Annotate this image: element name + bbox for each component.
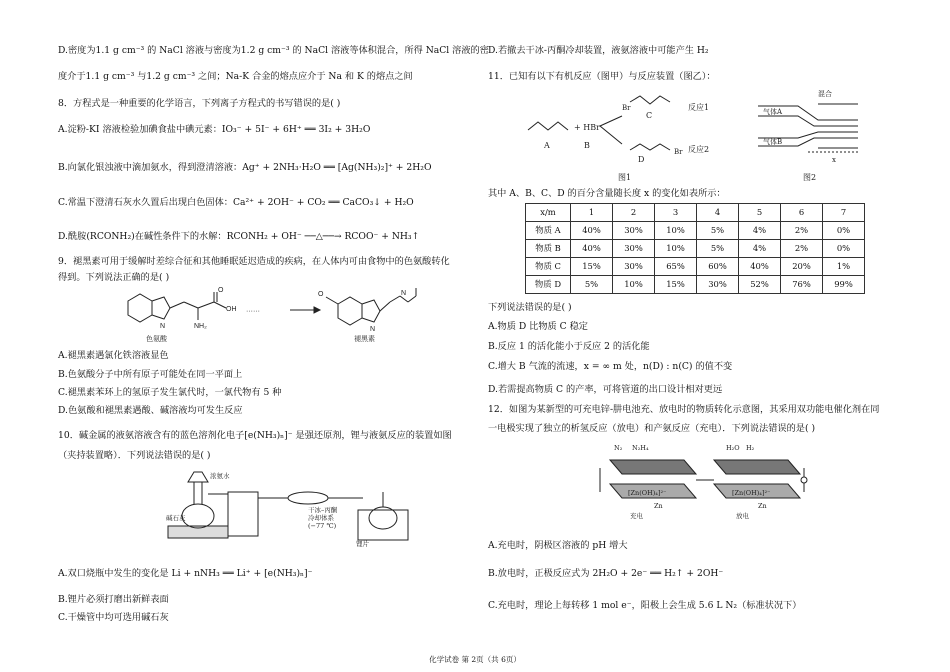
- table-cell: 40%: [739, 258, 781, 276]
- q10-option-c: C.干燥管中均可选用碱石灰: [58, 612, 169, 623]
- q9-option-d: D.色氨酸和褪黑素遇酸、碱溶液均可发生反应: [58, 405, 243, 416]
- table-cell: 10%: [613, 276, 655, 294]
- table-cell: 76%: [781, 276, 823, 294]
- svg-text:O: O: [318, 291, 324, 298]
- q10-label-cold-1: 干冰–丙酮: [308, 506, 338, 514]
- q12-option-b: B.放电时，正极反应式为 2H₂O + 2e⁻ ══ H₂↑ + 2OH⁻: [488, 568, 724, 579]
- table-cell: 0%: [823, 240, 865, 258]
- q12-discharge: 放电: [736, 512, 749, 520]
- q10-stem-line2: （夹持装置略）．下列说法错误的是( ): [58, 450, 211, 461]
- q11-fig1: 图1: [618, 173, 632, 182]
- q8-option-c: C.常温下澄清石灰水久置后出现白色固体：Ca²⁺ + 2OH⁻ + CO₂ ══ CaCO₃↓ + H₂O: [58, 197, 414, 208]
- q11-br-1: Br: [622, 104, 631, 112]
- q7-option-d-line2: 度介于1.1 g cm⁻³ 与1.2 g cm⁻³ 之间；Na-K 合金的熔点应介于 Na 和 K 的熔点之间: [58, 71, 413, 82]
- svg-text:NH₂: NH₂: [194, 323, 207, 330]
- q11-label-a: A: [544, 141, 550, 150]
- table-cell: 15%: [571, 258, 613, 276]
- table-cell: 2%: [781, 240, 823, 258]
- q11-gas-b: 气体B: [763, 138, 783, 146]
- table-cell: 4%: [739, 222, 781, 240]
- q11-reaction-2: 反应2: [688, 145, 710, 154]
- q8-option-a: A.淀粉-KI 溶液检验加碘食盐中碘元素：IO₃⁻ + 5I⁻ + 6H⁺ ══ 3I₂ + 3H₂O: [58, 124, 371, 135]
- q9-molecule-label-2: 褪黑素: [354, 335, 375, 343]
- table-cell: 65%: [655, 258, 697, 276]
- table-cell: 5%: [697, 240, 739, 258]
- table-cell: 物质 B: [526, 240, 571, 258]
- q9-stem-line2: 得到。下列说法正确的是( ): [58, 272, 170, 283]
- q10-label-soda-lime: 碱石灰: [166, 514, 186, 522]
- q9-option-a: A.褪黑素遇氯化铁溶液显色: [58, 350, 169, 361]
- table-header-cell: 6: [781, 204, 823, 222]
- q10-stem-line1: 10．碱金属的液氨溶液含有的蓝色溶剂化电子[e(NH₃)ₙ]⁻ 是强还原剂，锂与液氨反应的装置如图: [58, 430, 452, 441]
- table-header-cell: 5: [739, 204, 781, 222]
- table-cell: 52%: [739, 276, 781, 294]
- q12-battery-diagram: [592, 438, 812, 524]
- q10-option-b: B.锂片必须打磨出新鲜表面: [58, 594, 169, 605]
- q10-label-cold-3: (−77 ℃): [308, 522, 337, 530]
- q12-h2o: H₂O: [726, 444, 740, 452]
- table-cell: 30%: [613, 258, 655, 276]
- q12-n2: N₂: [614, 444, 623, 452]
- q11-option-c: C.增大 B 气流的流速，x = ∞ m 处，n(D) : n(C) 的值不变: [488, 361, 733, 372]
- q12-stem-line1: 12．如图为某新型的可充电锌-肼电池充、放电时的物质转化示意图，其采用双功能电催化剂在同: [488, 404, 880, 415]
- table-cell: 30%: [697, 276, 739, 294]
- table-cell: 1%: [823, 258, 865, 276]
- svg-text:N: N: [160, 323, 166, 330]
- table-cell: 10%: [655, 222, 697, 240]
- q7-option-d-line1: D.密度为1.1 g cm⁻³ 的 NaCl 溶液与密度为1.2 g cm⁻³ 的 NaCl 溶液等体积混合，所得 NaCl 溶液的密: [58, 45, 489, 56]
- q9-option-b: B.色氨酸分子中所有原子可能处在同一平面上: [58, 369, 243, 380]
- table-cell: 40%: [571, 240, 613, 258]
- q11-fig2: 图2: [803, 173, 817, 182]
- table-header-cell: 1: [571, 204, 613, 222]
- q10-label-ammonia: 浓氨水: [210, 472, 230, 480]
- table-header-cell: 3: [655, 204, 697, 222]
- q11-table-intro: 其中 A、B、C、D 的百分含量随长度 x 的变化如表所示：: [488, 188, 726, 199]
- q11-reaction-diagram: [518, 86, 878, 182]
- q11-label-c: C: [646, 111, 653, 120]
- svg-text:······: ······: [246, 308, 260, 315]
- q8-option-d: D.酰胺(RCONH₂)在碱性条件下的水解：RCONH₂ + OH⁻ ──△──→ RCOO⁻ + NH₃↑: [58, 231, 420, 242]
- q9-molecule-label-1: 色氨酸: [146, 335, 167, 343]
- q11-gas-a: 气体A: [763, 108, 783, 116]
- table-header-cell: x/m: [526, 204, 571, 222]
- table-header-cell: 4: [697, 204, 739, 222]
- q12-stem-line2: 一电极实现了独立的析氢反应（放电）和产氨反应（充电）．下列说法错误的是( ): [488, 423, 816, 434]
- q11-option-a: A.物质 D 比物质 C 稳定: [488, 321, 588, 332]
- table-header-row: [526, 204, 865, 222]
- q11-reaction-1: 反应1: [688, 103, 710, 112]
- q12-zn-1: Zn: [654, 502, 663, 510]
- svg-text:O: O: [218, 287, 224, 294]
- table-row: [526, 258, 865, 276]
- table-cell: 20%: [781, 258, 823, 276]
- table-header-cell: 2: [613, 204, 655, 222]
- q11-stem: 11．已知有以下有机反应（图甲）与反应装置（图乙）：: [488, 71, 716, 82]
- q12-zincate-1: [Zn(OH)₄]²⁻: [628, 489, 667, 497]
- q12-zn-2: Zn: [758, 502, 767, 510]
- table-row: [526, 276, 865, 294]
- svg-text:N: N: [370, 326, 376, 333]
- q10-option-a: A.双口烧瓶中发生的变化是 Li + nNH₃ ══ Li⁺ + [e(NH₃)ₙ]⁻: [58, 568, 313, 579]
- q12-h2: H₂: [746, 444, 755, 452]
- q10-option-d: D.若撤去干冰-丙酮冷却装置，液氨溶液中可能产生 H₂: [488, 45, 709, 56]
- q11-mix: 混合: [818, 90, 832, 98]
- table-cell: 5%: [571, 276, 613, 294]
- table-cell: 2%: [781, 222, 823, 240]
- q10-label-lithium: 锂片: [356, 540, 369, 548]
- q8-stem: 8．方程式是一种重要的化学语言，下列离子方程式的书写错误的是( ): [58, 98, 341, 109]
- q11-option-b: B.反应 1 的活化能小于反应 2 的活化能: [488, 341, 650, 352]
- table-cell: 5%: [697, 222, 739, 240]
- table-cell: 0%: [823, 222, 865, 240]
- q10-label-cold-2: 冷却体系: [308, 514, 334, 522]
- q12-charge: 充电: [630, 512, 643, 520]
- table-cell: 30%: [613, 222, 655, 240]
- table-cell: 物质 D: [526, 276, 571, 294]
- q9-stem-line1: 9．褪黑素可用于缓解时差综合征和其他睡眠延迟造成的疾病，在人体内可由食物中的色氨酸转化: [58, 256, 450, 267]
- table-cell: 40%: [571, 222, 613, 240]
- table-cell: 物质 C: [526, 258, 571, 276]
- table-cell: 60%: [697, 258, 739, 276]
- svg-text:N: N: [401, 290, 407, 297]
- q10-apparatus-diagram: [168, 468, 428, 548]
- table-cell: 物质 A: [526, 222, 571, 240]
- table-cell: 15%: [655, 276, 697, 294]
- table-cell: 10%: [655, 240, 697, 258]
- table-row: [526, 222, 865, 240]
- q11-label-b: B: [584, 141, 590, 150]
- q11-label-d: D: [638, 155, 645, 164]
- q11-table: [525, 203, 865, 294]
- q9-option-c: C.褪黑素苯环上的氢原子发生氯代时，一氯代物有 5 种: [58, 387, 282, 398]
- q12-option-c: C.充电时，理论上每转移 1 mol e⁻，阳极上会生成 5.6 L N₂（标准状况下）: [488, 600, 802, 611]
- q9-molecule-diagram: [118, 286, 418, 344]
- table-header-cell: 7: [823, 204, 865, 222]
- table-cell: 4%: [739, 240, 781, 258]
- table-cell: 30%: [613, 240, 655, 258]
- q11-hbr: + HBr: [574, 123, 600, 132]
- q12-zincate-2: [Zn(OH)₄]²⁻: [732, 489, 771, 497]
- q12-n2h4: N₂H₄: [632, 444, 649, 452]
- table-row: [526, 240, 865, 258]
- q8-option-b: B.向氯化银浊液中滴加氨水，得到澄清溶液：Ag⁺ + 2NH₃·H₂O ══ [Ag(NH₃)₂]⁺ + 2H₂O: [58, 162, 432, 173]
- svg-text:OH: OH: [226, 306, 237, 313]
- page-footer: 化学试卷 第 2页（共 6页）: [429, 655, 521, 664]
- q11-br-2: Br: [674, 148, 683, 156]
- table-cell: 99%: [823, 276, 865, 294]
- q11-option-d: D.若需提高物质 C 的产率，可将管道的出口设计相对更远: [488, 384, 723, 395]
- q11-x: x: [832, 156, 836, 164]
- q11-question: 下列说法错误的是( ): [488, 302, 572, 313]
- q12-option-a: A.充电时，阴极区溶液的 pH 增大: [488, 540, 628, 551]
